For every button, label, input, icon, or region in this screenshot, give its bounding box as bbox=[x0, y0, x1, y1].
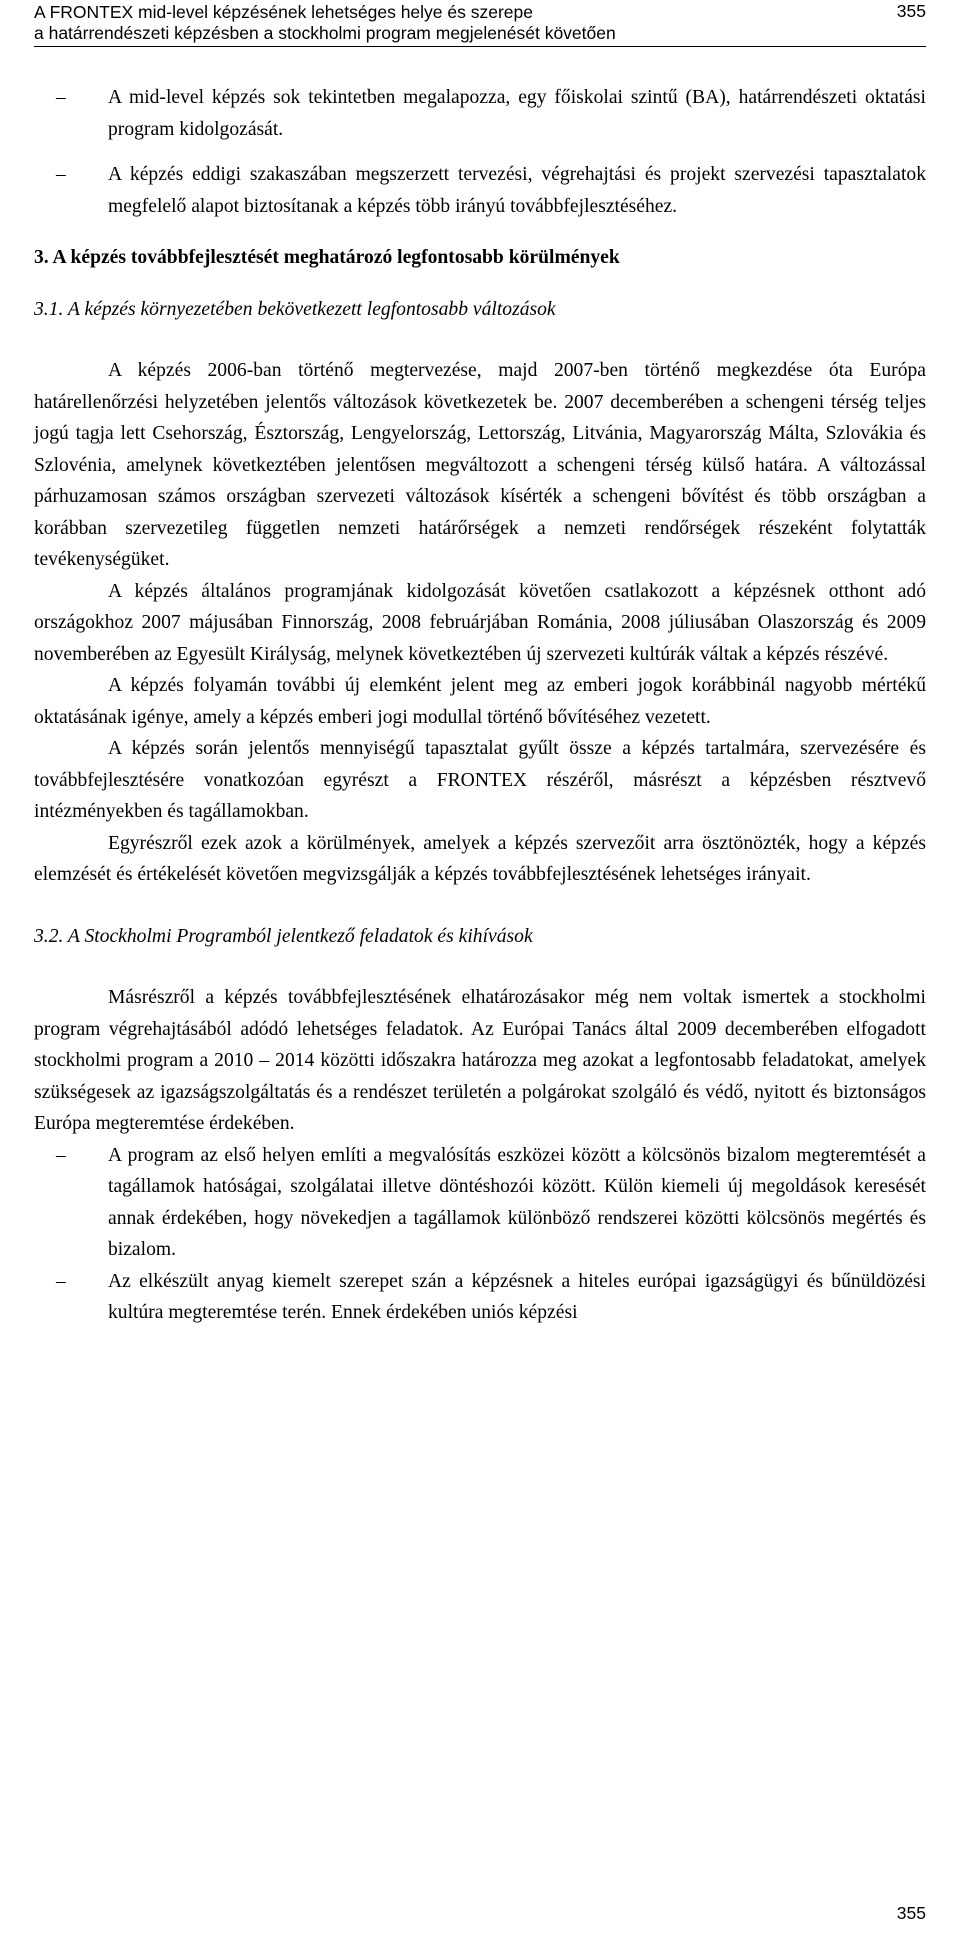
bullet-item bbox=[34, 1140, 926, 1266]
header-page-number: 355 bbox=[896, 1, 926, 21]
bullet-text: A program az első helyen említi a megvalósítás eszközei között a kölcsönös bizalom megteremtését a tagállamok hatóságai, szolgálatai illetve döntéshozói között. Külön kiemeli új megoldások keresését annak érdekében, hogy növekedjen a tagállamok különböző rendszerei közötti kölcsönös megértés és bizalom. bbox=[108, 1144, 926, 1260]
bullet-item bbox=[34, 159, 926, 222]
paragraph: A képzés folyamán további új elemként jelent meg az emberi jogok korábbinál nagyobb mértékű oktatásának igénye, amely a képzés emberi jogi modullal történő bővítéséhez vezetett. bbox=[34, 675, 926, 728]
paragraph: Másrészről a képzés továbbfejlesztésének elhatározásakor még nem voltak ismertek a stockholmi program végrehajtásából adódó lehetséges feladatok. Az Európai Tanács által 2009 decemberében elfogadott stockholmi program a 2010 – 2014 közötti időszakra határozza meg azokat a legfontosabb feladatokat, amelyek szükségesek az igazságszolgáltatás és a rendészet területén a polgárokat szolgáló és védő, nyitott és biztonságos Európa megteremtése érdekében. bbox=[34, 987, 926, 1134]
paragraph: Egyrészről ezek azok a körülmények, amelyek a képzés szervezőit arra ösztönözték, hogy a képzés elemzését és értékelését követően megvizsgálják a képzés továbbfejlesztésének lehetséges irányait. bbox=[34, 832, 926, 885]
dash-marker: – bbox=[56, 1270, 66, 1292]
header-rule bbox=[34, 46, 926, 47]
paragraph: A képzés általános programjának kidolgozását követően csatlakozott a képzésnek otthont adó országokhoz 2007 májusában Finnország, 2008 februárjában Románia, 2008 júliusában Olaszország és 2009 novemberében az Egyesült Királyság, melynek következtében új szervezeti kultúrák váltak a képzés részévé. bbox=[34, 580, 926, 665]
paragraph: A képzés során jelentős mennyiségű tapasztalat gyűlt össze a képzés tartalmára, szervezésére és továbbfejlesztésére vonatkozóan egyrészt a FRONTEX részéről, másrészt a képzésben résztvevő intézményekben és tagállamokban. bbox=[34, 738, 926, 822]
bullet-item bbox=[34, 82, 926, 145]
header-title-line-1: A FRONTEX mid-level képzésének lehetséges helye és szerepe bbox=[34, 2, 533, 22]
running-header bbox=[34, 0, 960, 60]
dash-marker: – bbox=[56, 1144, 66, 1166]
header-title-line-2: a határrendészeti képzésben a stockholmi program megjelenését követően bbox=[34, 23, 616, 43]
dash-marker: – bbox=[56, 87, 66, 108]
paragraph: A képzés 2006-ban történő megtervezése, majd 2007-ben történő megkezdése óta Európa határellenőrzési helyzetében jelentős változások következetek be. 2007 decemberében a schengeni térség teljes jogú tagja lett Csehország, Észtország, Lengyelország, Lettország, Litvánia, Magyarország Málta, Szlovákia és Szlovénia, amelynek következtében jelentősen megváltozott a schengeni térség külső határa. A változással párhuzamosan számos országban szervezeti változások kísérték a schengeni bővítést és több országban a korábban szervezetileg független nemzeti határőrségek a nemzeti rendőrségek részeként folytatták tevékenységüket. bbox=[34, 360, 926, 570]
bullet-text: A képzés eddigi szakaszában megszerzett tervezési, végrehajtási és projekt szervezési tapasztalatok megfelelő alapot biztosítanak a képzés több irányú továbbfejlesztéséhez. bbox=[108, 164, 926, 217]
subsection-heading: 3.2. A Stockholmi Programból jelentkező feladatok és kihívások bbox=[34, 925, 533, 947]
subsection-heading: 3.1. A képzés környezetében bekövetkezett legfontosabb változások bbox=[34, 298, 556, 320]
bullet-text: A mid-level képzés sok tekintetben megalapozza, egy főiskolai szintű (BA), határrendészeti oktatási program kidolgozását. bbox=[108, 87, 926, 140]
bullet-text: Az elkészült anyag kiemelt szerepet szán a képzésnek a hiteles európai igazságügyi és bűnüldözési kultúra megteremtése terén. Ennek érdekében uniós képzési bbox=[108, 1270, 926, 1323]
bullet-item bbox=[34, 1266, 926, 1329]
footer-page-number: 355 bbox=[896, 1903, 926, 1923]
page-body bbox=[34, 82, 926, 1329]
dash-marker: – bbox=[56, 164, 66, 185]
section-heading: 3. A képzés továbbfejlesztését meghatározó legfontosabb körülmények bbox=[34, 247, 620, 268]
